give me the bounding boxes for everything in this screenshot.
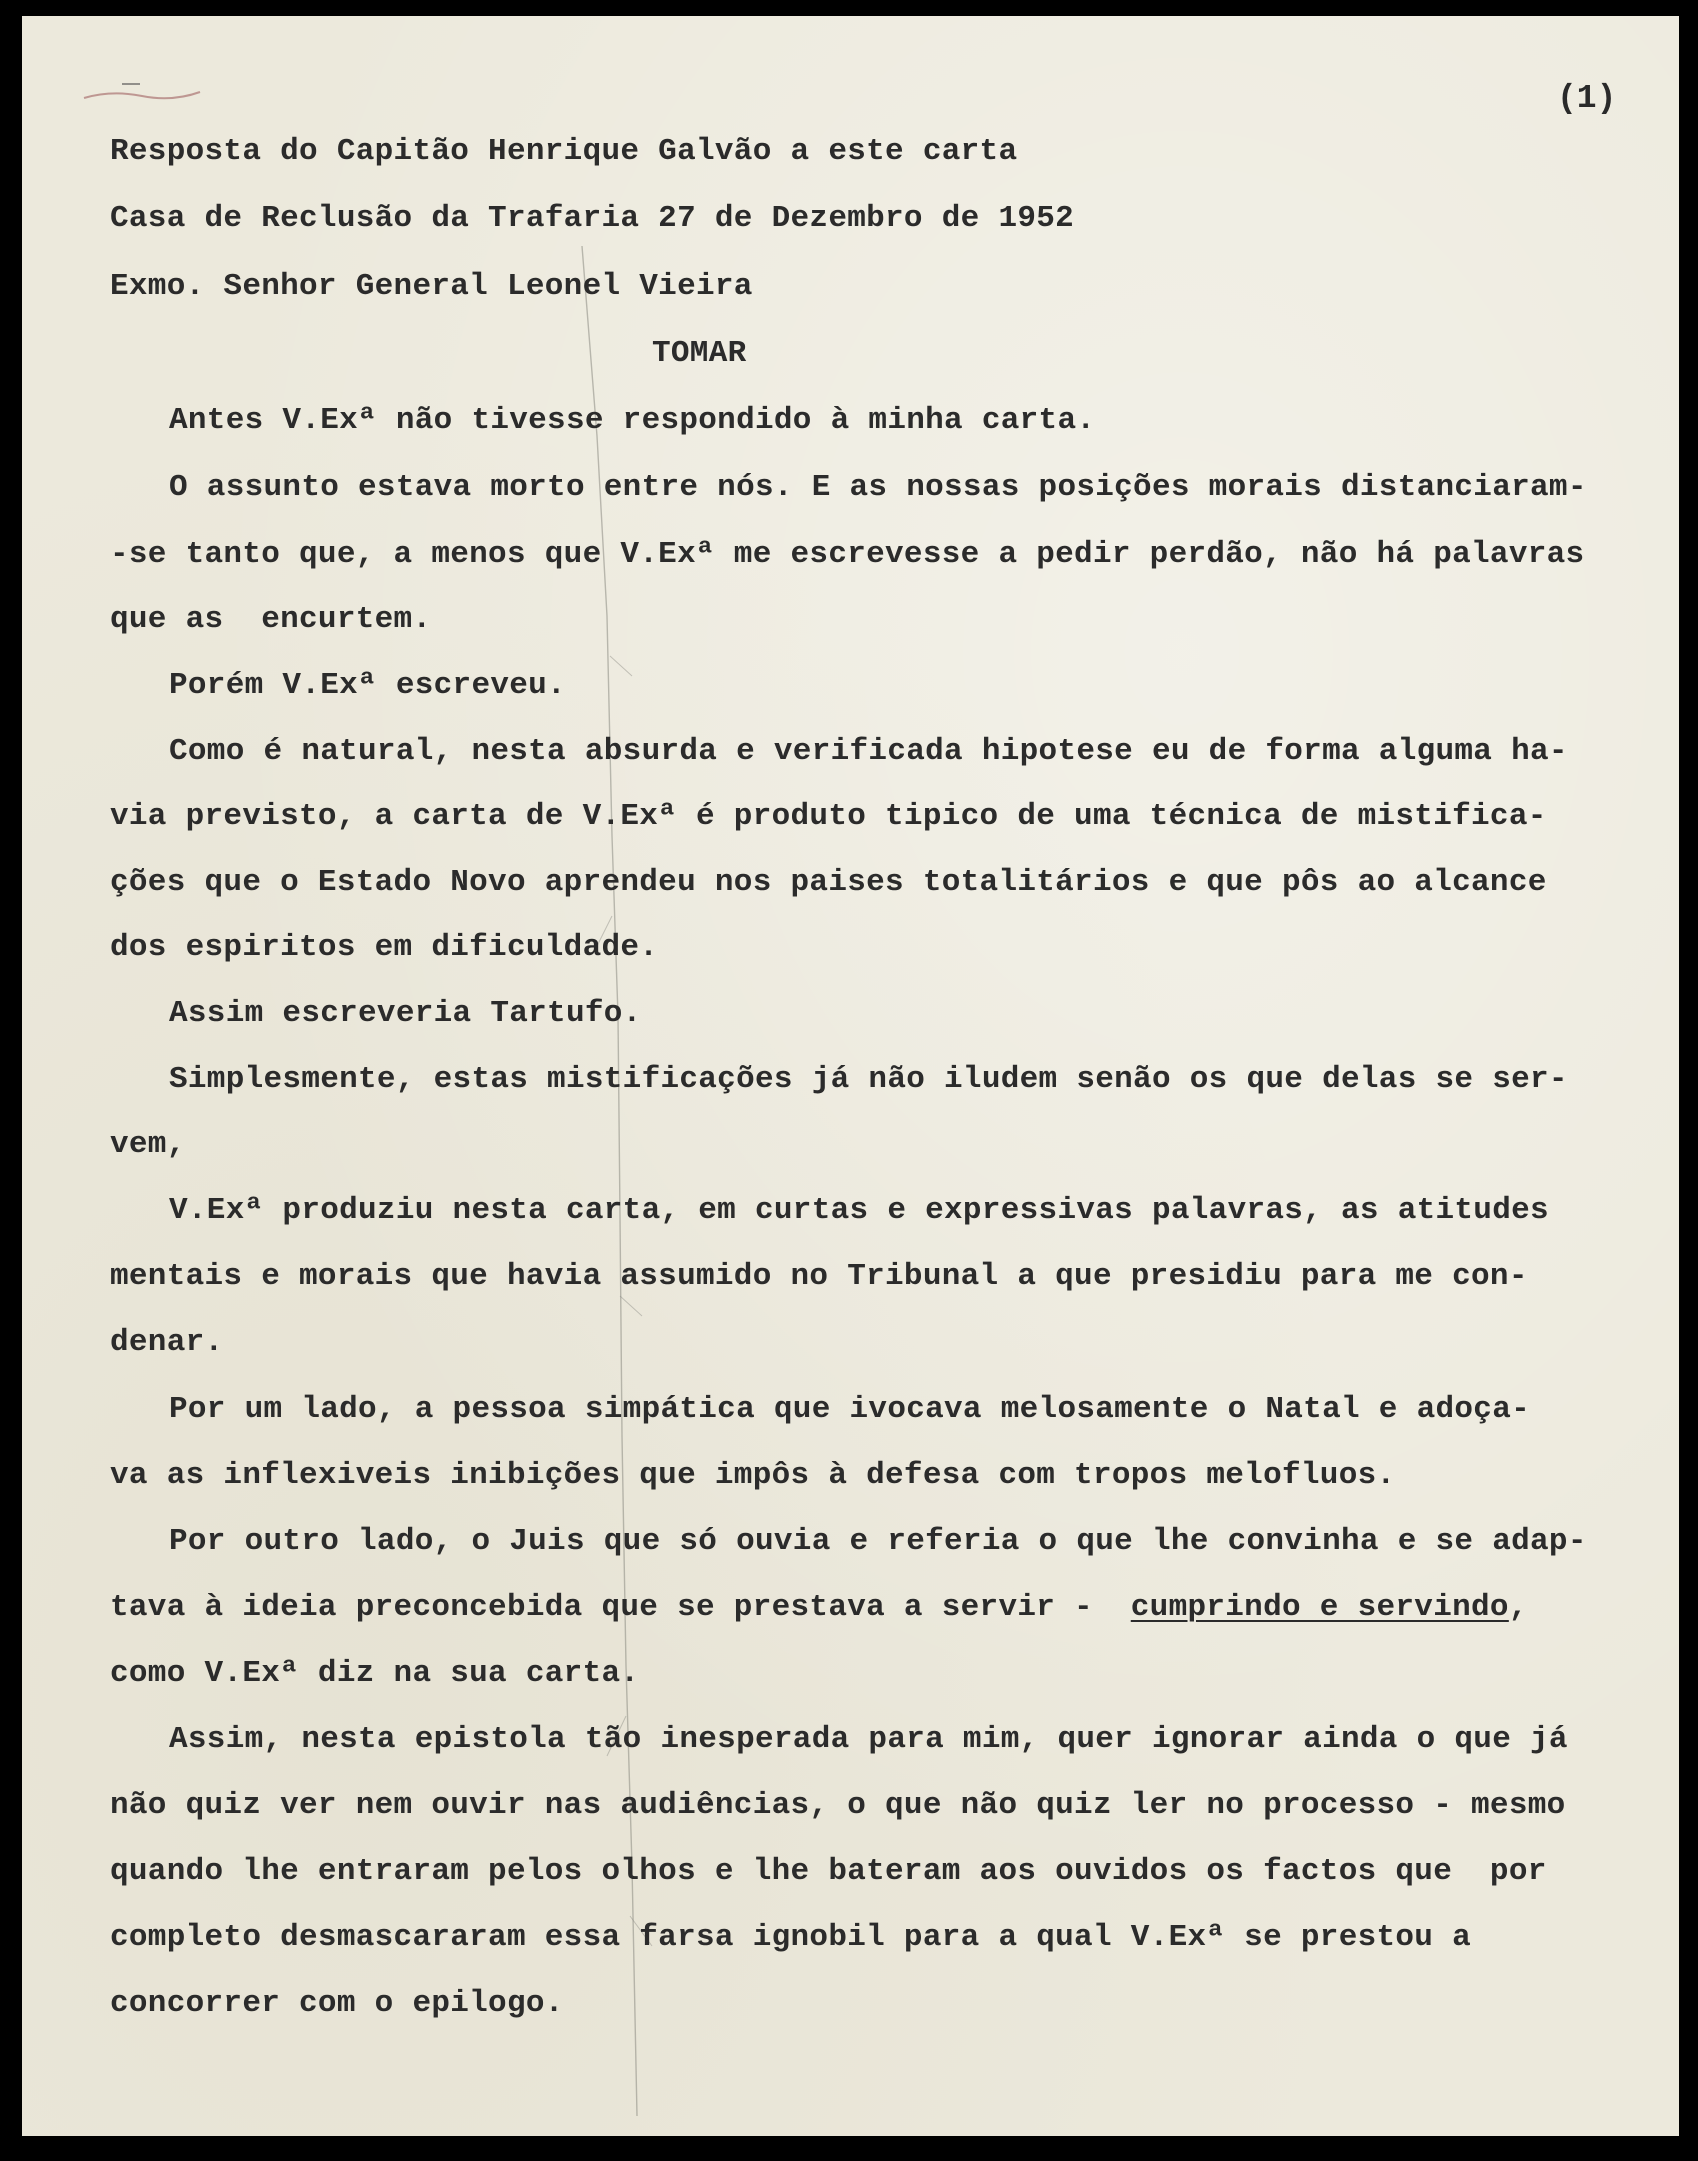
body-line: Por um lado, a pessoa simpática que ivocava melosamente o Natal e adoça- [169, 1392, 1531, 1427]
page-number: (1) [1557, 80, 1617, 117]
body-line: concorrer com o epilogo. [110, 1986, 564, 2021]
document-page [22, 16, 1679, 2136]
body-line: -se tanto que, a menos que V.Exª me escrevesse a pedir perdão, não há palavras [110, 537, 1585, 572]
body-line: dos espiritos em dificuldade. [110, 930, 659, 965]
body-line: completo desmascararam essa farsa ignobil para a qual V.Exª se prestou a [110, 1920, 1472, 1955]
body-line: Como é natural, nesta absurda e verificada hipotese eu de forma alguma ha- [169, 734, 1568, 769]
body-line: Por outro lado, o Juis que só ouvia e referia o que lhe convinha e se adap- [169, 1524, 1587, 1559]
body-line: vem, [110, 1127, 186, 1162]
header-line-1: Resposta do Capitão Henrique Galvão a este carta [110, 134, 1018, 169]
body-text: tava à ideia preconcebida que se prestava a servir - [110, 1590, 1131, 1625]
body-line: Assim, nesta epistola tão inesperada para mim, quer ignorar ainda o que já [169, 1722, 1568, 1757]
body-line: mentais e morais que havia assumido no Tribunal a que presidiu para me con- [110, 1259, 1528, 1294]
body-line: O assunto estava morto entre nós. E as nossas posições morais distanciaram- [169, 470, 1587, 505]
body-line: via previsto, a carta de V.Exª é produto tipico de uma técnica de mistifica- [110, 799, 1547, 834]
body-line: Porém V.Exª escreveu. [169, 668, 566, 703]
underlined-phrase: cumprindo e servindo [1130, 1590, 1509, 1625]
body-line: Antes V.Exª não tivesse respondido à minha carta. [169, 403, 1096, 438]
body-line: Simplesmente, estas mistificações já não iludem senão os que delas se ser- [169, 1062, 1568, 1097]
body-line: que as encurtem. [110, 602, 432, 637]
body-text: , [1508, 1590, 1528, 1625]
header-line-4: TOMAR [652, 336, 747, 371]
body-line: denar. [110, 1325, 224, 1360]
header-line-2: Casa de Reclusão da Trafaria 27 de Dezembro de 1952 [110, 201, 1075, 236]
pencil-mark [82, 78, 202, 108]
body-line: não quiz ver nem ouvir nas audiências, o que não quiz ler no processo - mesmo [110, 1788, 1566, 1823]
body-line: Assim escreveria Tartufo. [169, 996, 642, 1031]
body-line: va as inflexiveis inibições que impôs à defesa com tropos melofluos. [110, 1458, 1396, 1493]
header-line-3: Exmo. Senhor General Leonel Vieira [110, 269, 753, 304]
body-line [110, 1590, 1528, 1626]
body-line: como V.Exª diz na sua carta. [110, 1656, 640, 1691]
body-line: ções que o Estado Novo aprendeu nos paises totalitários e que pôs ao alcance [110, 865, 1547, 900]
body-line: V.Exª produziu nesta carta, em curtas e expressivas palavras, as atitudes [169, 1193, 1549, 1228]
body-line: quando lhe entraram pelos olhos e lhe bateram aos ouvidos os factos que por [110, 1854, 1547, 1889]
